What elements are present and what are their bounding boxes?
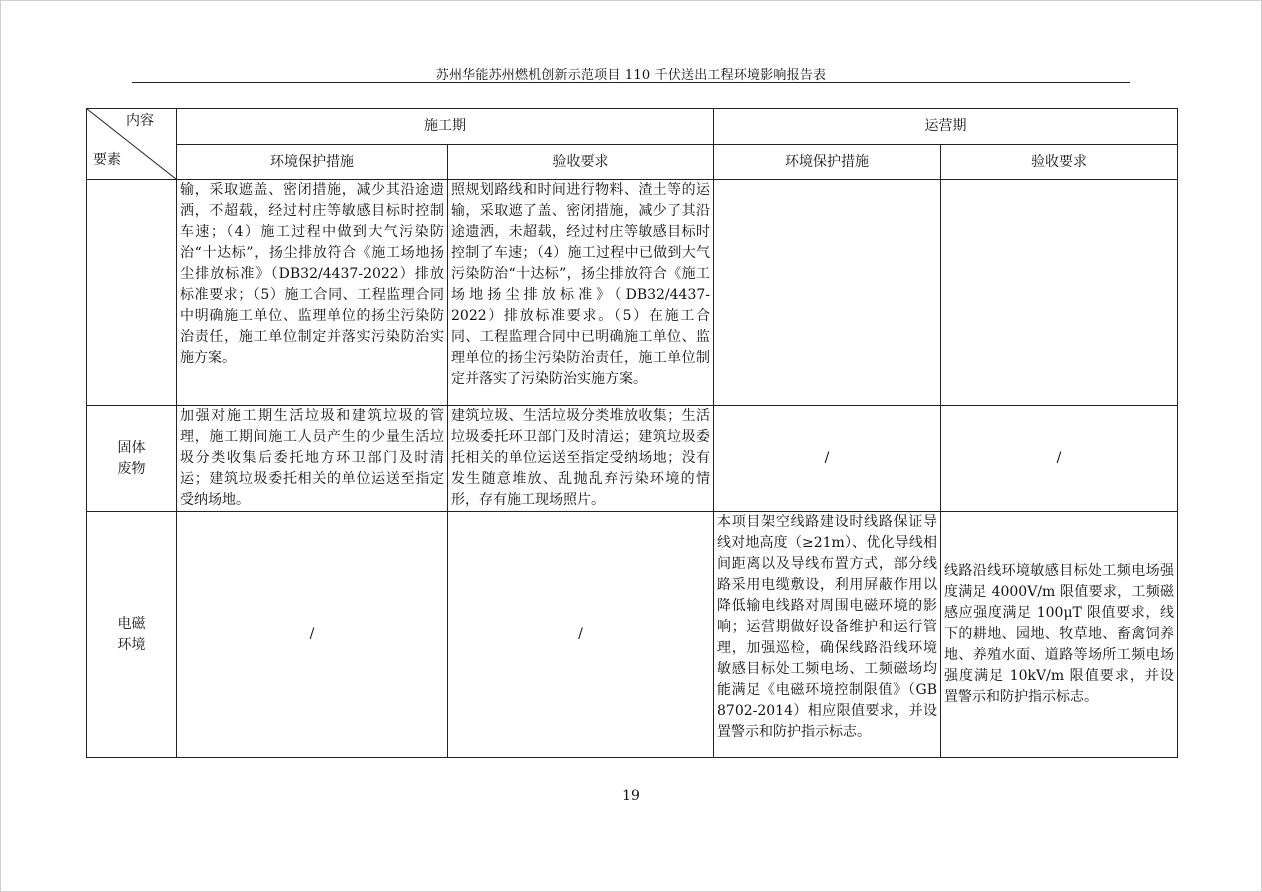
cell-text: 线路沿线环境敏感目标处工频电场强度满足 4000V/m 限值要求，工频磁感应强度满足 100μT 限值要求，线下的耕地、园地、牧草地、畜禽饲养地、养殖水面、道路等场所工频电场强度满足 10kV/m 限值要求，并设置警示和防护指示标志。 bbox=[944, 563, 1174, 705]
cell-text: 输，采取遮盖、密闭措施，减少其沿途遗洒，不超载，经过村庄等敏感目标时控制车速；（4）施工过程中做到大气污染防治“十达标”，扬尘排放符合《施工场地扬尘排放标准》（DB32/4437-2022）排放标准要求；（5）施工合同、工程监理合同中明确施工单位、监理单位的扬尘污染防治责任，施工单位制定并落实污染防治实施方案。 bbox=[180, 182, 444, 366]
subheader-row bbox=[87, 145, 1178, 180]
construction-acceptance-header: 验收要求 bbox=[448, 145, 714, 180]
cell-text: 照规划路线和时间进行物料、渣土等的运输，采取遮了盖、密闭措施，减少了其沿途遗洒，未超载，经过村庄等敏感目标时控制了车速；（4）施工过程中已做到大气污染防治“十达标”，扬尘排放符合《施工场地扬尘排放标准》（DB32/4437-2022）排放标准要求。（5）在施工合同、工程监理合同中已明确施工单位、监理单位的扬尘污染防治责任，施工单位制定并落实了污染防治实施方案。 bbox=[451, 182, 710, 387]
cell-text: 本项目架空线路建设时线路保证导线对地高度（≥21m）、优化导线相间距离以及导线布置方式，部分线路采用电缆敷设，利用屏蔽作用以降低输电线路对周围电磁环境的影响；运营期做好设备维护和运行管理，加强巡检，确保线路沿线环境敏感目标处工频电场、工频磁场均能满足《电磁环境控制限值》（GB 8702-2014）相应限值要求，并设置警示和防护指示标志。 bbox=[717, 514, 937, 740]
operation-measures-cell bbox=[714, 512, 941, 758]
table-row bbox=[87, 406, 1178, 512]
construction-measures-cell bbox=[177, 406, 448, 512]
operation-acceptance-cell bbox=[941, 512, 1178, 758]
construction-phase-header: 施工期 bbox=[177, 109, 714, 145]
operation-acceptance-cell bbox=[941, 180, 1178, 406]
phase-header-row bbox=[87, 109, 1178, 145]
header-rule bbox=[132, 82, 1130, 83]
construction-measures-cell: / bbox=[177, 512, 448, 758]
page-number: 19 bbox=[622, 788, 640, 804]
corner-content-label: 内容 bbox=[126, 113, 154, 129]
element-cell bbox=[87, 180, 177, 406]
table-row bbox=[87, 180, 1178, 406]
table-corner-cell bbox=[87, 109, 177, 180]
document-header-title: 苏州华能苏州燃机创新示范项目 110 千伏送出工程环境影响报告表 bbox=[435, 68, 827, 83]
operation-acceptance-cell: / bbox=[941, 406, 1178, 512]
operation-measures-cell bbox=[714, 180, 941, 406]
operation-phase-header: 运营期 bbox=[714, 109, 1178, 145]
operation-measures-cell: / bbox=[714, 406, 941, 512]
element-cell-solid-waste: 固体 废物 bbox=[87, 406, 177, 512]
construction-acceptance-cell: / bbox=[448, 512, 714, 758]
environmental-measures-table bbox=[86, 108, 1178, 758]
operation-measures-header: 环境保护措施 bbox=[714, 145, 941, 180]
element-cell-electromagnetic: 电磁 环境 bbox=[87, 512, 177, 758]
construction-measures-header: 环境保护措施 bbox=[177, 145, 448, 180]
construction-measures-cell bbox=[177, 180, 448, 406]
operation-acceptance-header: 验收要求 bbox=[941, 145, 1178, 180]
cell-text: 建筑垃圾、生活垃圾分类堆放收集；生活垃圾委托环卫部门及时清运；建筑垃圾委托相关的单位运送至指定受纳场地；没有发生随意堆放、乱抛乱弃污染环境的情形，存有施工现场照片。 bbox=[451, 408, 710, 508]
construction-acceptance-cell bbox=[448, 406, 714, 512]
corner-element-label: 要素 bbox=[93, 152, 121, 168]
table-row bbox=[87, 512, 1178, 758]
construction-acceptance-cell bbox=[448, 180, 714, 406]
cell-text: 加强对施工期生活垃圾和建筑垃圾的管理，施工期间施工人员产生的少量生活垃圾分类收集后委托地方环卫部门及时清运；建筑垃圾委托相关的单位运送至指定受纳场地。 bbox=[180, 408, 444, 508]
